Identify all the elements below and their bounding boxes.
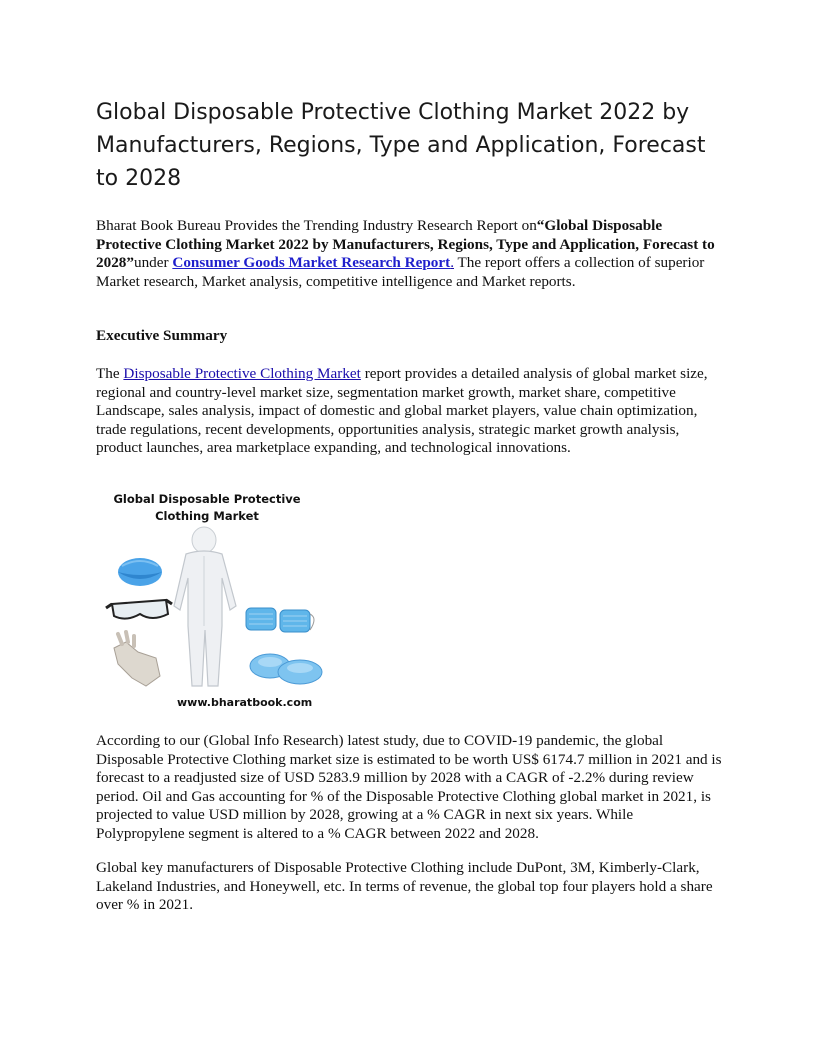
link-period[interactable]: . [450, 254, 454, 272]
executive-rest: report provides a detailed analysis of global market size, regional and country-level market size, segmentation market growth, market share, competitive Landscape, sales analysis, impact of domestic and global market players, value chain optimization, trade regulations, recent developments, opportunities analysis, strategic market growth analysis, product launches, area marketplace expanding, and technological innovations. [96, 365, 708, 457]
coverall-suit-icon [174, 527, 236, 686]
protective-clothing-illustration [104, 526, 326, 694]
product-figure [104, 488, 326, 716]
gloves-icon [114, 632, 160, 686]
executive-paragraph [96, 365, 724, 458]
intro-paragraph [96, 217, 724, 291]
report-name: “Global Disposable Protective Clothing Market 2022 by Manufacturers, Regions, Type and Application, Forecast to 2028” [96, 217, 715, 272]
hair-cap-icon [118, 558, 162, 586]
shoe-covers-icon [250, 654, 322, 684]
intro-rest: The report offers a collection of superior Market research, Market analysis, competitive intelligence and Market reports. [96, 254, 705, 290]
intro-under: under [133, 254, 173, 272]
manufacturers-paragraph: Global key manufacturers of Disposable Protective Clothing include DuPont, 3M, Kimberly-Clark, Lakeland Industries, and Honeywell, etc. In terms of revenue, the global top four players hold a share over % in 2021. [96, 859, 713, 914]
study-paragraph: According to our (Global Info Research) latest study, due to COVID-19 pandemic, the global Disposable Protective Clothing market size is estimated to be worth US$ 6174.7 million in 2021 and is forecast to a readjusted size of USD 5283.9 million by 2028 with a CAGR of -2.2% during review period. Oil and Gas accounting for % of the Disposable Protective Clothing global market in 2021, is projected to value USD million by 2028, growing at a % CAGR in next six years. While Polypropylene segment is altered to a % CAGR between 2022 and 2028. [96, 732, 722, 842]
intro-lead: Bharat Book Bureau Provides the Trending Industry Research Report on [96, 217, 537, 234]
goggles-icon [106, 600, 172, 619]
market-link[interactable]: Disposable Protective Clothing Market [123, 365, 361, 382]
page-title: Global Disposable Protective Clothing Market 2022 by Manufacturers, Regions, Type and Application, Forecast to 2028 [96, 100, 706, 191]
consumer-goods-link[interactable]: Consumer Goods Market Research Report [172, 254, 451, 272]
figure-title: Global Disposable Protective Clothing Market [113, 492, 301, 523]
masks-icon [246, 608, 314, 632]
executive-the: The [96, 365, 124, 382]
executive-summary-heading: Executive Summary [96, 327, 228, 344]
figure-url: www.bharatbook.com [177, 696, 313, 709]
